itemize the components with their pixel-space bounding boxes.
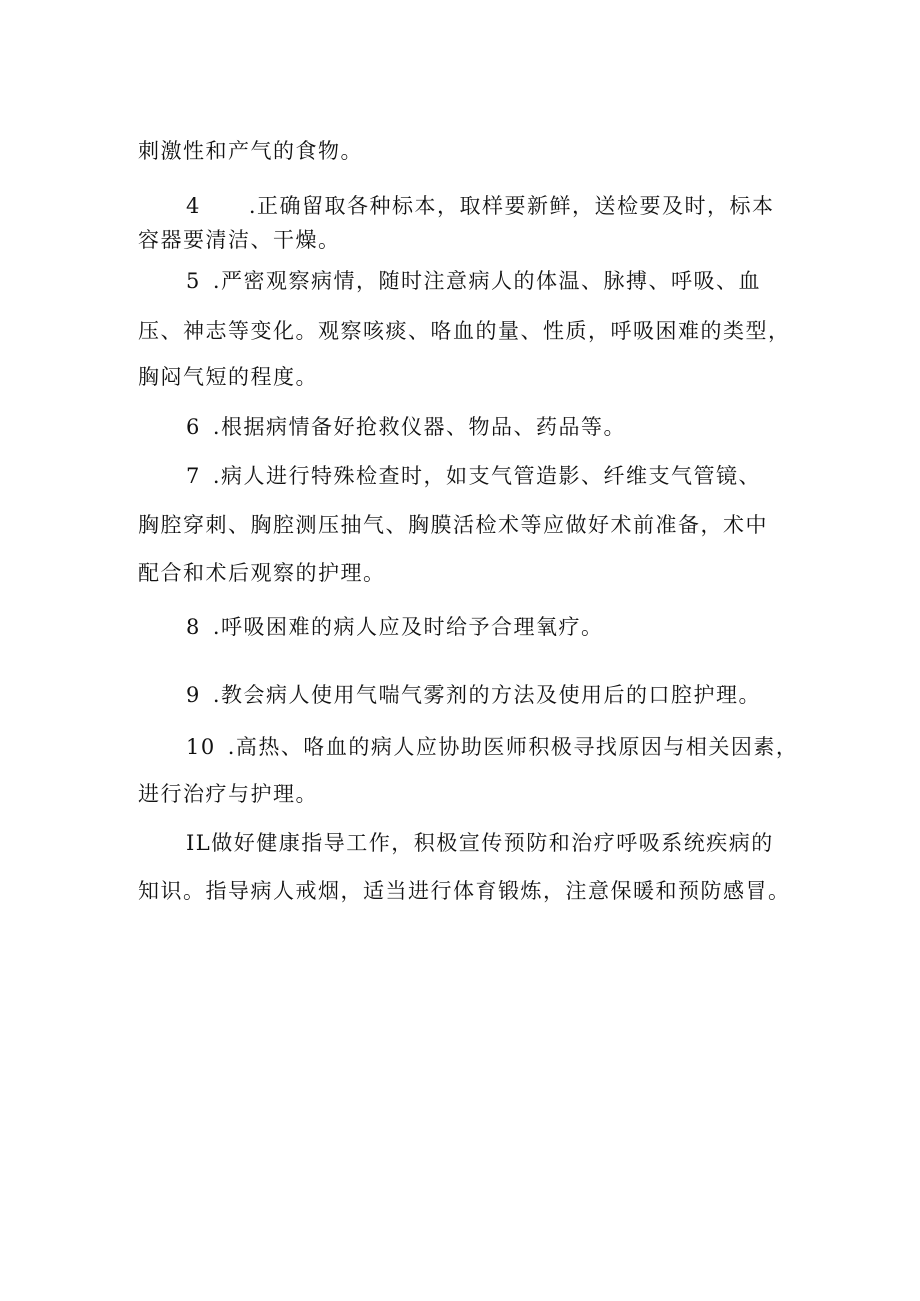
item-text: .高热、咯血的病人应协助医师积极寻找原因与相关因素， — [227, 735, 799, 759]
item-number: 8 — [186, 615, 201, 639]
text-line: 胸闷气短的程度。 — [138, 365, 318, 389]
list-item-4 — [186, 191, 788, 221]
item-text: 做好健康指导工作，积极宣传预防和治疗呼吸系统疾病的 — [211, 831, 774, 855]
list-item-10 — [186, 732, 799, 762]
item-text: .根据病情备好抢救仪器、物品、药品等。 — [212, 415, 627, 439]
item-number: 6 — [186, 415, 201, 439]
item-text: .正确留取各种标本，取样要新鲜，送检要及时，标本 — [248, 194, 775, 218]
text-line: 进行治疗与护理。 — [138, 782, 318, 806]
item-text: .教会病人使用气喘气雾剂的方法及使用后的口腔护理。 — [212, 683, 762, 707]
item-text: .病人进行特殊检查时，如支气管造影、纤维支气管镜、 — [212, 464, 762, 488]
list-item-6 — [186, 412, 788, 442]
list-item-5 — [186, 266, 788, 296]
item-number: 10 — [186, 735, 216, 759]
text-line: 刺激性和产气的食物。 — [138, 139, 363, 163]
item-number: 4 — [186, 194, 201, 218]
item-number: 9 — [186, 683, 201, 707]
text-line: 容器要清洁、干燥。 — [138, 228, 341, 252]
list-item-7 — [186, 461, 788, 491]
text-line: 配合和术后观察的护理。 — [138, 561, 386, 585]
text-line: 胸腔穿刺、胸腔测压抽气、胸膜活检术等应做好术前准备，术中 — [138, 513, 768, 537]
item-text: .严密观察病情，随时注意病人的体温、脉搏、呼吸、血 — [212, 269, 762, 293]
item-number: IL — [186, 831, 212, 855]
item-text: .呼吸困难的病人应及时给予合理氧疗。 — [212, 615, 604, 639]
list-item-11 — [186, 828, 788, 858]
text-line: 知识。指导病人戒烟，适当进行体育锻炼，注意保暖和预防感冒。 — [138, 879, 791, 903]
list-item-9 — [186, 680, 788, 710]
item-number: 5 — [186, 269, 201, 293]
item-number: 7 — [186, 464, 201, 488]
list-item-8 — [186, 612, 788, 642]
text-line: 压、神志等变化。观察咳痰、咯血的量、性质，呼吸困难的类型， — [138, 319, 791, 343]
